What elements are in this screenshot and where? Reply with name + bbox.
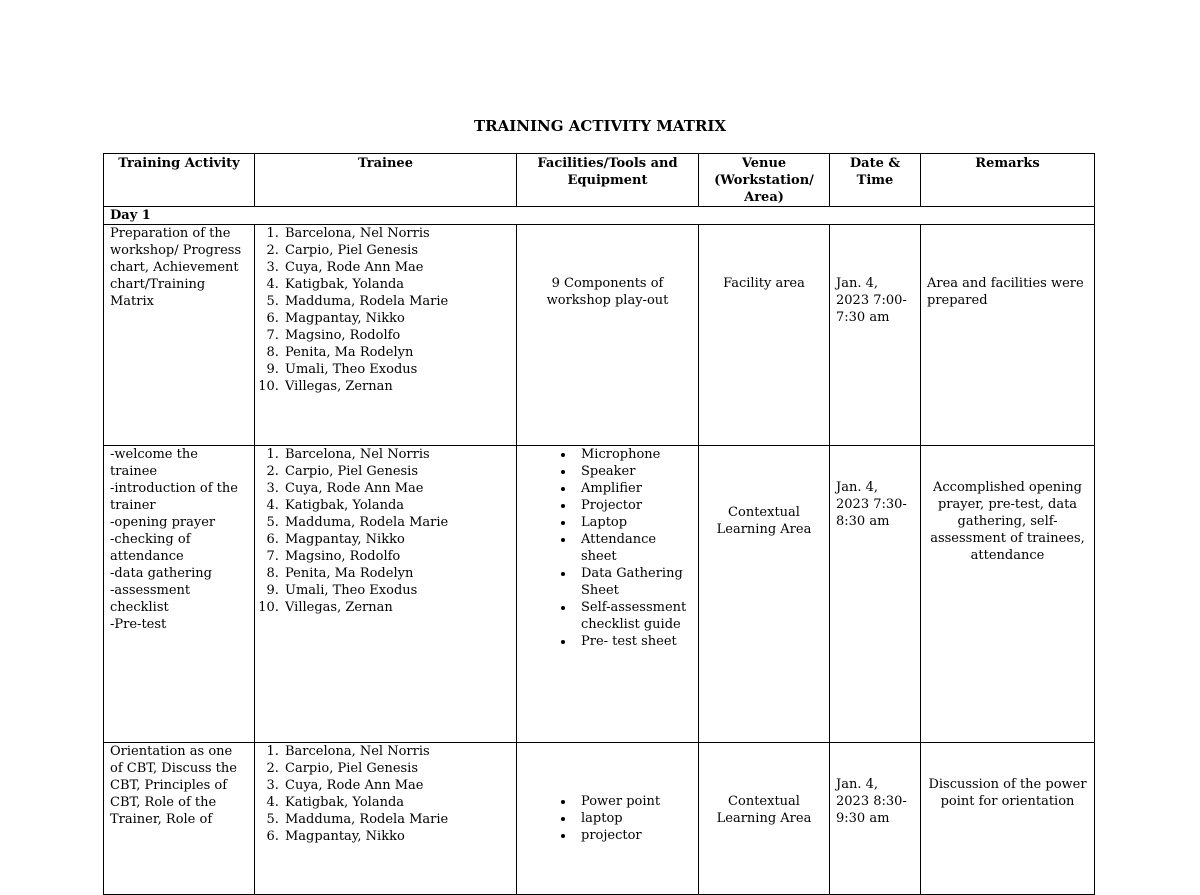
venue-cell: Facility area	[699, 225, 830, 446]
venue-cell: Contextual Learning Area	[699, 446, 830, 743]
list-item: 3. Cuya, Rode Ann Mae	[283, 777, 510, 794]
list-item: 4. Katigbak, Yolanda	[283, 794, 510, 811]
date-cell: Jan. 4, 2023 8:30-9:30 am	[830, 743, 921, 895]
header-trainee: Trainee	[255, 154, 517, 207]
list-item: 10. Villegas, Zernan	[283, 378, 510, 395]
trainee-cell	[255, 446, 517, 743]
activity-line: -assessment checklist	[110, 583, 191, 615]
list-item: • Attendance sheet	[575, 531, 692, 565]
list-item: 9. Umali, Theo Exodus	[283, 582, 510, 599]
list-item: • Data Gathering Sheet	[575, 565, 692, 599]
list-item: • Projector	[575, 497, 692, 514]
list-item: 5. Madduma, Rodela Marie	[283, 811, 510, 828]
trainee-list	[261, 743, 510, 845]
list-item: 1. Barcelona, Nel Norris	[283, 743, 510, 760]
activity-cell: Preparation of the workshop/ Progress chart, Achievement chart/Training Matrix	[104, 225, 255, 446]
list-item: 7. Magsino, Rodolfo	[283, 327, 510, 344]
list-item: 2. Carpio, Piel Genesis	[283, 760, 510, 777]
remarks-cell: Accomplished opening prayer, pre-test, data gathering, self-assessment of trainees, attendance	[921, 446, 1095, 743]
list-item: • Self-assessment checklist guide	[575, 599, 692, 633]
trainee-cell	[255, 225, 517, 446]
activity-cell	[104, 446, 255, 743]
facilities-list	[523, 446, 692, 650]
remarks-cell: Area and facilities were prepared	[921, 225, 1095, 446]
header-facilities: Facilities/Tools and Equipment	[517, 154, 699, 207]
list-item: 1. Barcelona, Nel Norris	[283, 225, 510, 242]
list-item: • Pre- test sheet	[575, 633, 692, 650]
list-item: 10. Villegas, Zernan	[283, 599, 510, 616]
list-item: 8. Penita, Ma Rodelyn	[283, 565, 510, 582]
table-row	[104, 446, 1095, 743]
list-item: 3. Cuya, Rode Ann Mae	[283, 259, 510, 276]
date-cell: Jan. 4, 2023 7:30-8:30 am	[830, 446, 921, 743]
list-item: 1. Barcelona, Nel Norris	[283, 446, 510, 463]
activity-line: -data gathering	[110, 566, 213, 581]
activity-line: -Pre-test	[110, 617, 167, 632]
date-cell: Jan. 4, 2023 7:00-7:30 am	[830, 225, 921, 446]
facilities-cell	[517, 446, 699, 743]
list-item: 4. Katigbak, Yolanda	[283, 276, 510, 293]
header-date: Date & Time	[830, 154, 921, 207]
training-matrix-table	[103, 153, 1095, 895]
trainee-list	[261, 446, 510, 616]
document-title: TRAINING ACTIVITY MATRIX	[474, 117, 726, 135]
header-remarks: Remarks	[921, 154, 1095, 207]
list-item: • Power point	[575, 793, 692, 810]
list-item: 5. Madduma, Rodela Marie	[283, 293, 510, 310]
list-item: 2. Carpio, Piel Genesis	[283, 242, 510, 259]
list-item: • Laptop	[575, 514, 692, 531]
activity-cell: Orientation as one of CBT, Discuss the CBT, Principles of CBT, Role of the Trainer, Role of	[104, 743, 255, 895]
list-item: 6. Magpantay, Nikko	[283, 310, 510, 327]
venue-cell: Contextual Learning Area	[699, 743, 830, 895]
list-item: • Speaker	[575, 463, 692, 480]
list-item: 8. Penita, Ma Rodelyn	[283, 344, 510, 361]
list-item: 7. Magsino, Rodolfo	[283, 548, 510, 565]
activity-line: -checking of attendance	[110, 532, 191, 564]
facilities-cell	[517, 743, 699, 895]
trainee-cell	[255, 743, 517, 895]
trainee-list	[261, 225, 510, 395]
header-row	[104, 154, 1095, 207]
facilities-cell: 9 Components of workshop play-out	[517, 225, 699, 446]
list-item: 3. Cuya, Rode Ann Mae	[283, 480, 510, 497]
list-item: 5. Madduma, Rodela Marie	[283, 514, 510, 531]
table-row	[104, 225, 1095, 446]
day-row	[104, 207, 1095, 225]
list-item: • Microphone	[575, 446, 692, 463]
list-item: 6. Magpantay, Nikko	[283, 531, 510, 548]
header-venue: Venue (Workstation/ Area)	[699, 154, 830, 207]
list-item: • Amplifier	[575, 480, 692, 497]
list-item: 4. Katigbak, Yolanda	[283, 497, 510, 514]
activity-line: -introduction of the trainer	[110, 481, 238, 513]
list-item: 2. Carpio, Piel Genesis	[283, 463, 510, 480]
remarks-cell: Discussion of the power point for orientation	[921, 743, 1095, 895]
day-label: Day 1	[104, 207, 1095, 225]
list-item: 6. Magpantay, Nikko	[283, 828, 510, 845]
facilities-list	[523, 793, 692, 844]
table-row	[104, 743, 1095, 895]
activity-line: -welcome the trainee	[110, 447, 198, 479]
activity-line: -opening prayer	[110, 515, 216, 530]
list-item: • projector	[575, 827, 692, 844]
header-activity: Training Activity	[104, 154, 255, 207]
list-item: 9. Umali, Theo Exodus	[283, 361, 510, 378]
list-item: • laptop	[575, 810, 692, 827]
